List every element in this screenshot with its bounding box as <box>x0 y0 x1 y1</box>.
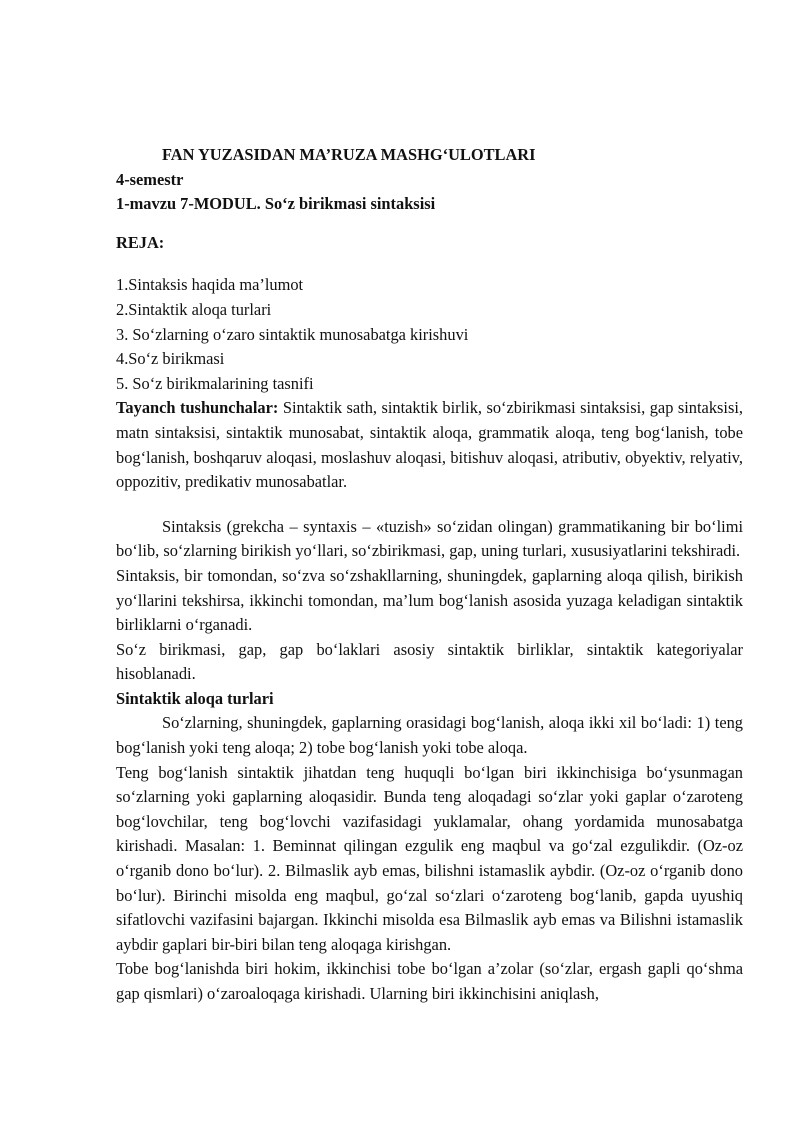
paragraph-sintaksis-scope: Sintaksis, bir tomondan, so‘zva so‘zshakllarning, shuningdek, gaplarning aloqa qilish, birikish yo‘llarini tekshirsa, ikkinchi tomondan, ma’lum bog‘lanish asosida yuzaga keladigan sintaktik birliklarni o‘rganadi. <box>116 565 743 635</box>
plan-heading: REJA: <box>116 232 165 252</box>
document-title: FAN YUZASIDAN MA’RUZA MASHG‘ULOTLARI <box>162 145 536 164</box>
plan-item: 2.Sintaktik aloqa turlari <box>116 299 272 319</box>
semester-label: 4-semestr <box>116 169 184 189</box>
plan-item: 3. So‘zlarning o‘zaro sintaktik munosabatga kirishuvi <box>116 324 469 344</box>
plan-item: 1.Sintaksis haqida ma’lumot <box>116 275 304 295</box>
topic-heading: 1-mavzu 7-MODUL. So‘z birikmasi sintaksisi <box>116 194 436 214</box>
paragraph-syntactic-units: So‘z birikmasi, gap, gap bo‘laklari asosiy sintaktik birliklar, sintaktik kategoriyalar hisoblanadi. <box>116 639 743 684</box>
paragraph-coordination: Teng bog‘lanish sintaktik jihatdan teng huquqli bo‘lgan biri ikkinchisiga bo‘ysunmagan so‘zlarning yoki gaplarning aloqasidir. Bunda teng aloqadagi so‘zlar yoki gaplar o‘zaroteng bog‘lovchilar, teng bog‘lovchi vazifasidagi yuklamalar, ohang yordamida munosabatga kirishadi. Masalan: 1. Beminnat qilingan ezgulik eng maqbul va go‘zal ezgulikdir. (Oz-oz o‘rganib dono bo‘lur). 2. Bilmaslik ayb emas, bilishni istamaslik aybdir. (Oz-oz o‘rganib dono bo‘lur). Birinchi misolda eng maqbul, go‘zal so‘zlari o‘zaroteng bog‘lanib, gapda uyushiq sifatlovchi vazifasini bajargan. Ikkinchi misolda esa Bilmaslik ayb emas va Bilishni istamaslik aybdir gaplari bir-biri bilan teng aloqaga kirishgan. <box>116 762 743 954</box>
keywords-paragraph <box>116 396 743 494</box>
keywords-label: Tayanch tushunchalar: <box>116 398 279 418</box>
paragraph-connection-types: So‘zlarning, shuningdek, gaplarning orasidagi bog‘lanish, aloqa ikki xil bo‘ladi: 1) teng bog‘lanish yoki teng aloqa; 2) tobe bog‘lanish yoki tobe aloqa. <box>116 713 743 758</box>
plan-item: 5. So‘z birikmalarining tasnifi <box>116 373 314 393</box>
keywords-text: Sintaktik sath, sintaktik birlik, so‘zbirikmasi sintaksisi, gap sintaksisi, matn sintaksisi, sintaktik munosabat, sintaktik aloqa, grammatik aloqa, teng bog‘lanish, tobe bog‘lanish, boshqaruv aloqasi, moslashuv aloqasi, bitishuv aloqasi, atributiv, obyektiv, relyativ, oppozitiv, predikativ munosabatlar. <box>116 398 743 492</box>
plan-item: 4.So‘z birikmasi <box>116 349 225 369</box>
plan-list <box>116 273 743 396</box>
section-heading: Sintaktik aloqa turlari <box>116 688 274 708</box>
paragraph-subordination: Tobe bog‘lanishda biri hokim, ikkinchisi tobe bo‘lgan a’zolar (so‘zlar, ergash gapli qo‘shma gap qismlari) o‘zaroaloqaga kirishadi. Ularning biri ikkinchisini aniqlash, <box>116 959 743 1003</box>
paragraph-sintaksis-definition: Sintaksis (grekcha – syntaxis – «tuzish» so‘zidan olingan) grammatikaning bir bo‘limi bo‘lib, so‘zlarning birikish yo‘llari, so‘zbirikmasi, gap, uning turlari, xususiyatlarini tekshiradi. <box>116 516 743 561</box>
